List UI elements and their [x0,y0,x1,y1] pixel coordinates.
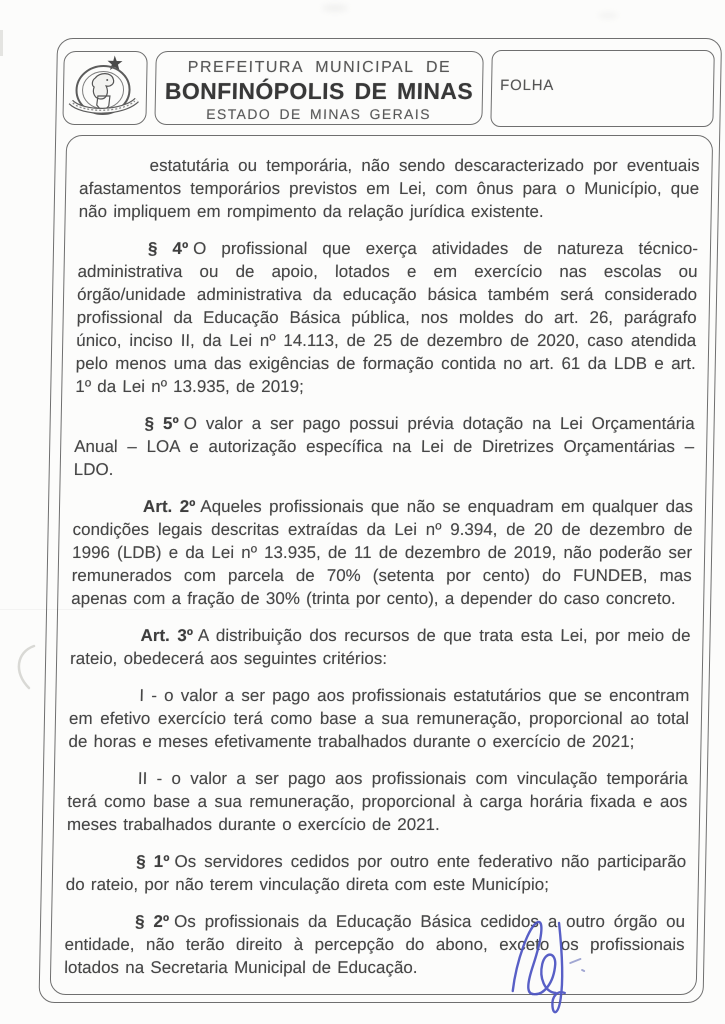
paragraph [67,767,688,836]
document-body [64,154,700,993]
paragraph-lead: Art. 3º [140,626,194,645]
paragraph [66,850,687,896]
municipal-coat-of-arms-icon [65,54,144,122]
header-title-box [154,51,483,125]
paragraph-text: Os profissionais da Educação Básica cedidos a outro órgão ou entidade, não terão direito à percepção do abono, exceto os profissionais lotados na Secretaria Municipal de Educação. [64,912,686,977]
paragraph [68,684,689,753]
municipality-name: BONFINÓPOLIS DE MINAS [164,78,474,104]
paragraph-text: O valor a ser pago possui prévia dotação na Lei Orçamentária Anual – LOA e autorização específica na Lei de Diretrizes Orçamentárias – LDO. [73,414,695,479]
paragraph-text: I - o valor a ser pago aos profissionais estatutários que se encontram em efetivo exercício terá como base a sua remuneração, proporcional ao total de horas e meses efetivamente trabalhados durante o exercício de 2021; [68,686,690,751]
paragraph-lead: § 4º [147,239,189,258]
folha-label: FOLHA [499,77,555,94]
handwritten-signature [496,903,598,1021]
paragraph-lead: Art. 2º [142,497,196,516]
header-state-line: ESTADO DE MINAS GERAIS [206,106,432,122]
paragraph-lead: § 1º [136,852,170,871]
folha-box [490,50,714,127]
paragraph-lead: § 2º [134,912,170,931]
paragraph [78,154,699,223]
paragraph-text: estatutária ou temporária, não sendo descaracterizado por eventuais afastamentos temporários previstos em Lei, com ônus para o Município, que não impliquem em rompimento da relação jurídica existente. [78,156,700,221]
paragraph-lead: § 5º [144,414,179,433]
paragraph [70,624,691,670]
paragraph-text: II - o valor a ser pago aos profissionais com vinculação temporária terá como base a sua remuneração, proporcional à carga horária fixada e aos meses trabalhados durante o exercício de 2021. [66,769,689,834]
header-line1: PREFEITURA MUNICIPAL DE [187,59,452,76]
crest-animal-head [92,74,114,99]
paragraph [74,412,695,481]
paragraph-text: Os servidores cedidos por outro ente federativo não participarão do rateio, por não terem vinculação direta com este Município; [65,852,687,894]
paragraph [75,237,698,398]
paragraph [71,495,693,610]
paragraph-text: A distribuição dos recursos de que trata esta Lei, por meio de rateio, obedecerá aos seguintes critérios: [69,626,691,668]
signature-dash [570,959,580,963]
paragraph-text: Aqueles profissionais que não se enquadram em qualquer das condições legais descritas extraídas da Lei nº 9.394, de 20 de dezembro de 1996 (LDB) e da Lei nº 13.935, de 11 de dezembro de 2019, não poderão ser remunerados com parcela de 70% (setenta por cento) do FUNDEB, mas apenas com a fração de 30% (trinta por cento), a depender do caso concreto. [71,497,694,608]
paragraph-text: O profissional que exerça atividades de natureza técnico-administrativa ou de apoio, lotados e em exercício nas escolas ou órgão/unidade administrativa da educação básica também será considerado profissional da Educação Básica pública, nos moldes do art. 26, parágrafo único, inciso II, da Lei nº 14.113, de 25 de dezembro de 2020, caso atendida pelo menos uma das exigências de formação contida no art. 61 da LDB e art. 1º da Lei nº 13.935, de 2019; [75,239,699,396]
crest-box [62,51,147,125]
